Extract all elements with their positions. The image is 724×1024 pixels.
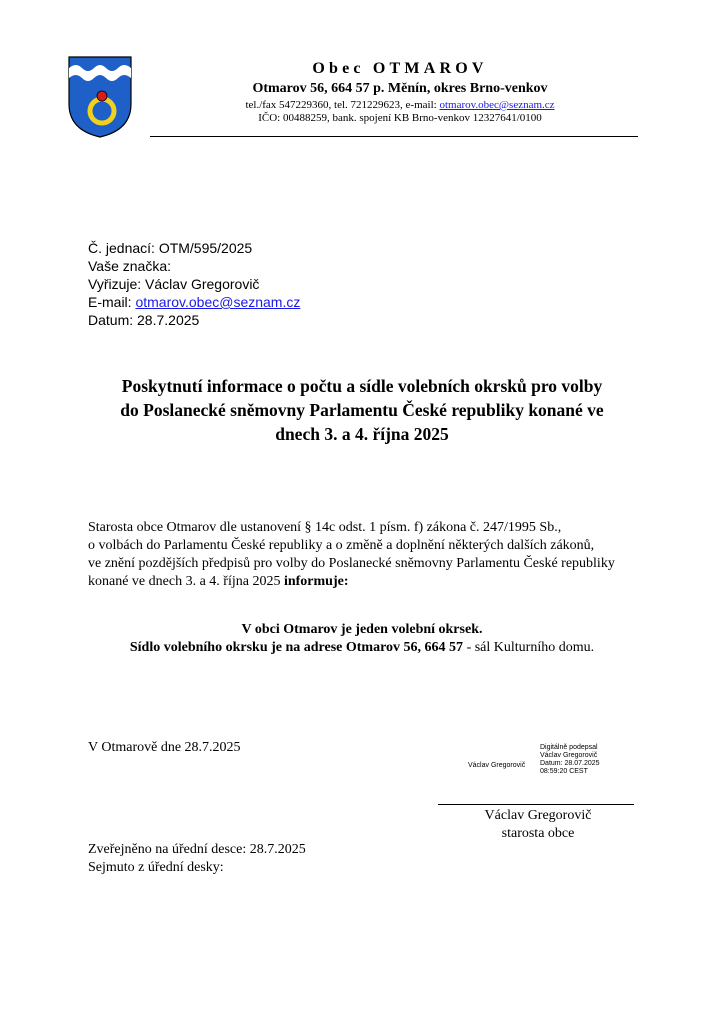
digital-signature-date: Datum: 28.07.2025 bbox=[540, 760, 600, 767]
digital-signature-label: Digitálně podepsal bbox=[540, 744, 598, 751]
municipality-title: Obec OTMAROV bbox=[312, 60, 488, 77]
mayor-role: starosta obce bbox=[501, 826, 575, 841]
district-seat-venue: - sál Kulturního domu. bbox=[463, 640, 595, 655]
header-email-link[interactable]: otmarov.obec@seznam.cz bbox=[439, 99, 555, 111]
district-seat-address: Sídlo volebního okrsku je na adrese Otmarov 56, 664 57 bbox=[129, 640, 464, 655]
signature-line bbox=[438, 804, 634, 805]
body-line-1: Starosta obce Otmarov dle ustanovení § 14c odst. 1 písm. f) zákona č. 247/1995 Sb., bbox=[88, 520, 562, 535]
document-date: Datum: 28.7.2025 bbox=[88, 312, 200, 328]
heading-line-1: Poskytnutí informace o počtu a sídle volebních okrsků pro volby bbox=[121, 376, 603, 396]
ids-line: IČO: 00488259, bank. spojení KB Brno-venkov 12327641/0100 bbox=[258, 112, 542, 124]
mayor-name: Václav Gregorovič bbox=[484, 808, 592, 823]
removed-date: Sejmuto z úřední desky: bbox=[88, 860, 224, 875]
digital-signature-block bbox=[540, 744, 600, 776]
contact-phones: tel./fax 547229360, tel. 721229623, e-mail: bbox=[245, 99, 440, 111]
body-line-3: ve znění pozdějších předpisů pro volby do Poslanecké sněmovny Parlamentu České republiky bbox=[88, 556, 615, 571]
coat-of-arms-icon bbox=[68, 56, 132, 138]
email-label: E-mail: bbox=[88, 294, 136, 310]
posted-date: Zveřejněno na úřední desce: 28.7.2025 bbox=[88, 842, 306, 857]
reference-number: Č. jednací: OTM/595/2025 bbox=[88, 240, 253, 256]
district-count: V obci Otmarov je jeden volební okrsek. bbox=[241, 622, 483, 637]
heading-line-3: dnech 3. a 4. října 2025 bbox=[275, 424, 449, 444]
reference-email-link[interactable]: otmarov.obec@seznam.cz bbox=[135, 294, 301, 310]
informs-keyword: informuje: bbox=[283, 574, 349, 589]
email-line bbox=[88, 294, 300, 310]
contact-line bbox=[150, 99, 650, 111]
heading-line-2: do Poslanecké sněmovny Parlamentu České republiky konané ve bbox=[120, 400, 604, 420]
handled-by: Vyřizuje: Václav Gregorovič bbox=[88, 276, 260, 292]
municipality-address: Otmarov 56, 664 57 p. Měnín, okres Brno-venkov bbox=[252, 81, 548, 96]
place-date: V Otmarově dne 28.7.2025 bbox=[88, 740, 241, 755]
signature-signer-name: Václav Gregorovič bbox=[468, 762, 526, 769]
document-heading bbox=[70, 374, 654, 446]
body-line-4 bbox=[88, 574, 349, 590]
district-seat bbox=[60, 640, 664, 656]
digital-signature-name: Václav Gregorovič bbox=[540, 752, 598, 759]
digital-signature-time: 08:59:20 CEST bbox=[540, 768, 588, 775]
your-reference: Vaše značka: bbox=[88, 258, 172, 274]
body-line-4-text: konané ve dnech 3. a 4. října 2025 bbox=[88, 574, 284, 589]
body-line-2: o volbách do Parlamentu České republiky a o změně a doplnění některých dalších zákonů, bbox=[88, 538, 595, 553]
header-divider bbox=[150, 136, 638, 137]
